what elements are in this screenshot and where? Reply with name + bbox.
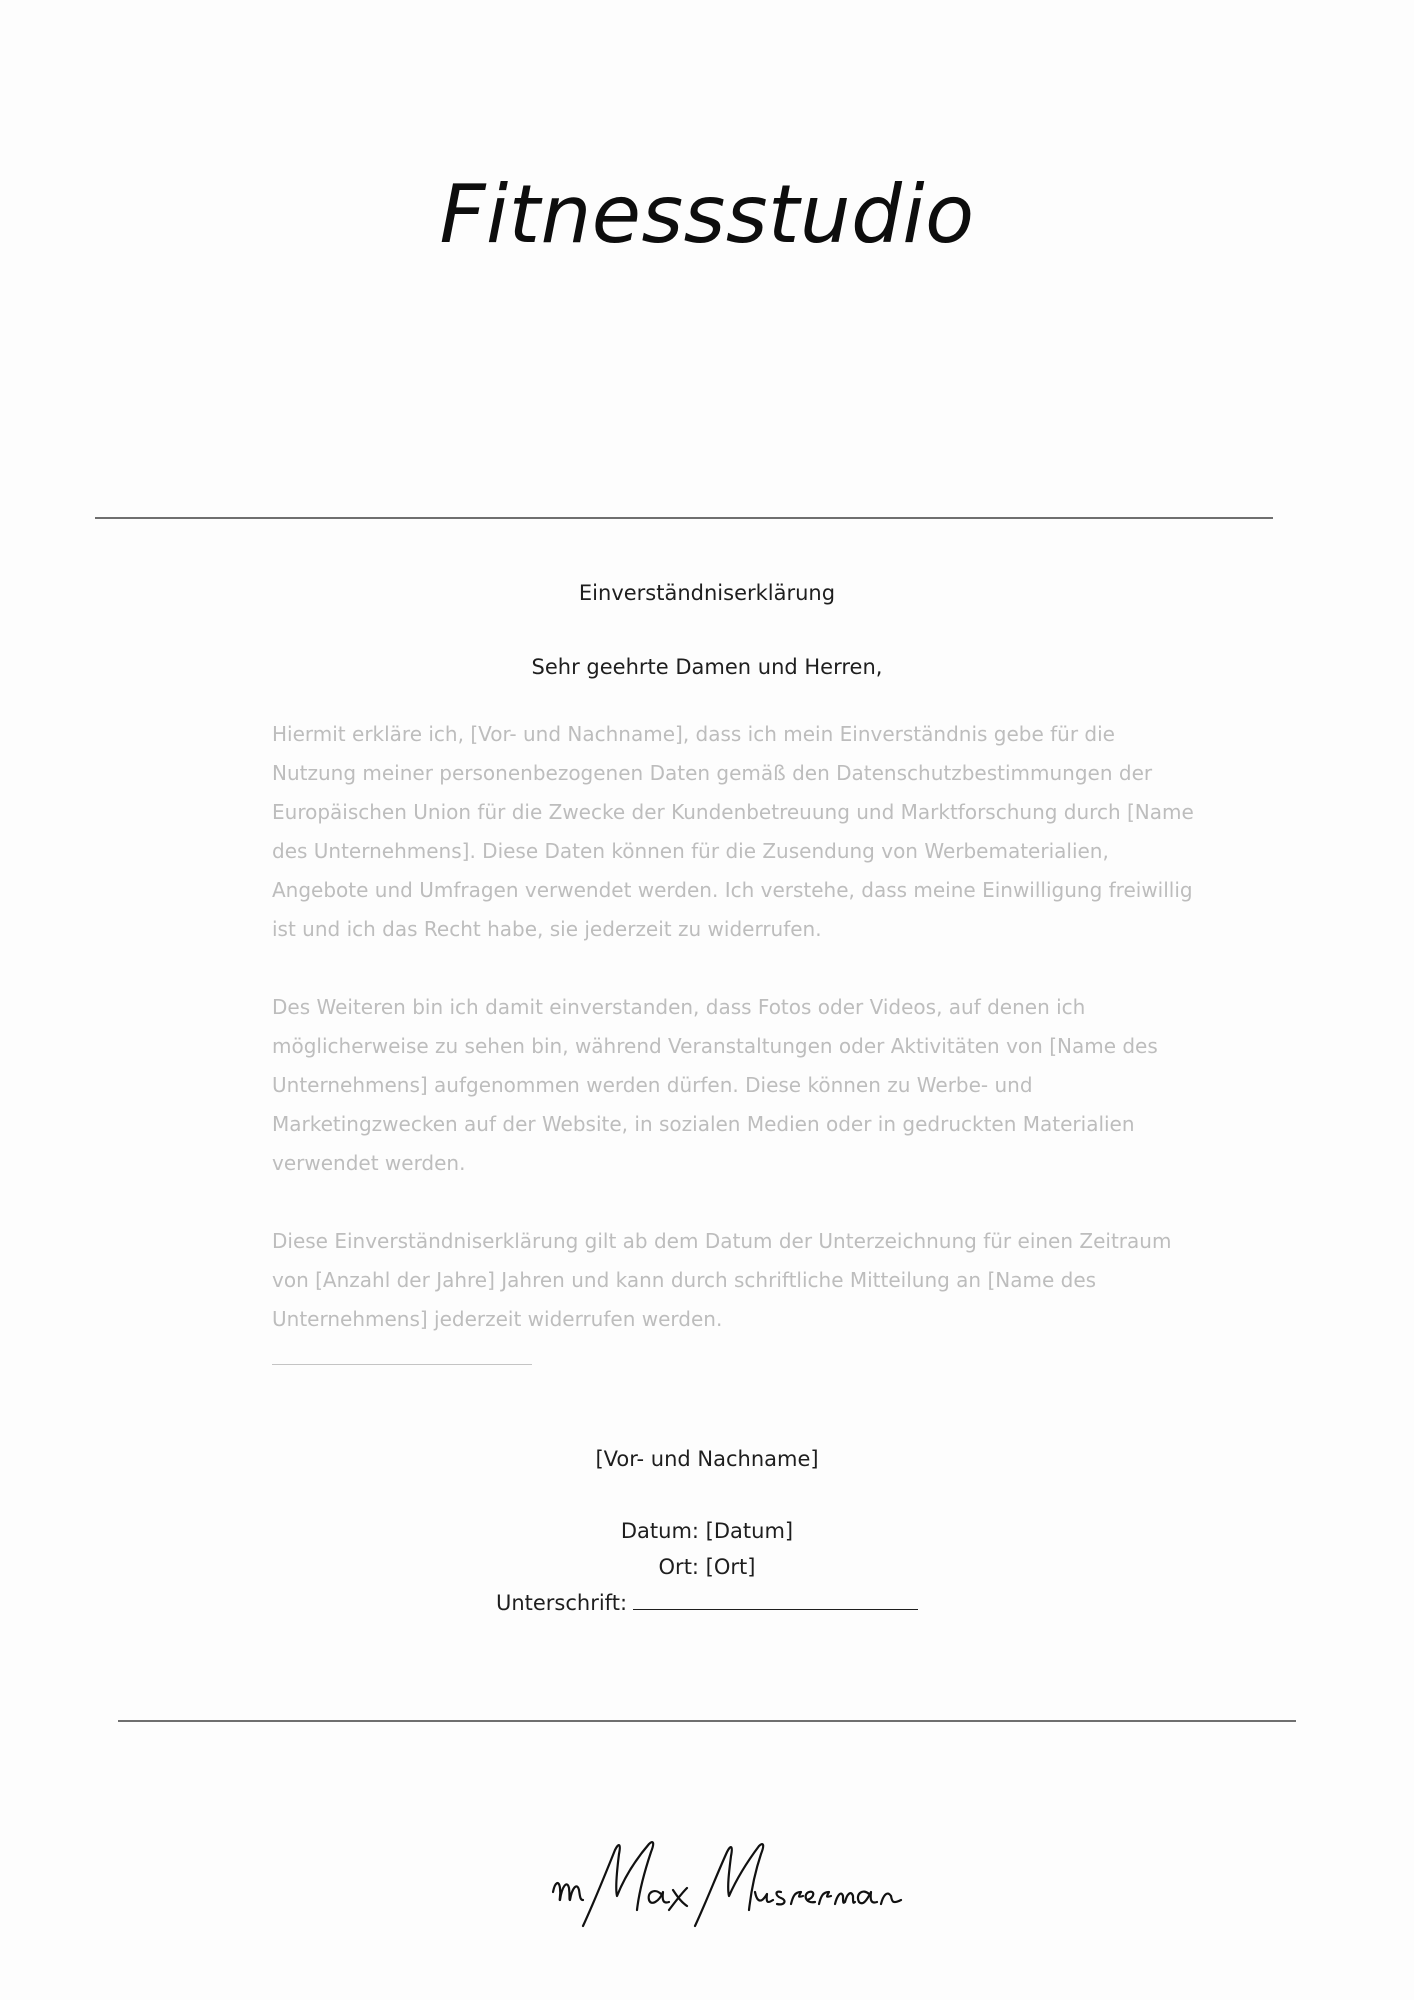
- paragraph-consent-data: Hiermit erkläre ich, [Vor- und Nachname], dass ich mein Einverständnis gebe für die Nutzung meiner personenbezogenen Daten gemäß den Datenschutzbestimmungen der Europäischen Union für die Zwecke der Kundenbetreuung und Marktforschung durch [Name des Unternehmens]. Diese Daten können für die Zusendung von Werbematerialien, Angebote und Umfragen verwendet werden. Ich verstehe, dass meine Einwilligung freiwillig ist und ich das Recht habe, sie jederzeit zu widerrufen.: [272, 722, 1194, 941]
- short-separator-line: [272, 1364, 532, 1365]
- signature-graphic: [545, 1830, 905, 1930]
- bottom-divider: [118, 1720, 1296, 1722]
- signature-line: [0, 1588, 1414, 1618]
- paragraph-validity: Diese Einverständniserklärung gilt ab dem Datum der Unterzeichnung für einen Zeitraum von [Anzahl der Jahre] Jahren und kann durch schriftliche Mitteilung an [Name des Unternehmens] jederzeit widerrufen werden.: [272, 1229, 1172, 1331]
- signer-name: [Vor- und Nachname]: [595, 1447, 819, 1471]
- place-line: Ort: [Ort]: [658, 1555, 756, 1579]
- document-heading: Einverständniserklärung: [578, 581, 836, 605]
- handwritten-signature: [545, 1830, 905, 1930]
- signature-blank[interactable]: [633, 1588, 918, 1610]
- letter-body: [272, 715, 1202, 1378]
- date-line: Datum: [Datum]: [620, 1519, 794, 1543]
- signature-label: Unterschrift:: [495, 1591, 628, 1615]
- top-divider: [95, 517, 1273, 519]
- salutation: Sehr geehrte Damen und Herren,: [531, 655, 883, 679]
- paragraph-consent-media: Des Weiteren bin ich damit einverstanden, dass Fotos oder Videos, auf denen ich möglicherweise zu sehen bin, während Veranstaltungen oder Aktivitäten von [Name des Unternehmens] aufgenommen werden dürfen. Diese können zu Werbe- und Marketingzwecken auf der Website, in sozialen Medien oder in gedruckten Materialien verwendet werden.: [272, 995, 1158, 1175]
- page-title: Fitnessstudio: [439, 168, 975, 261]
